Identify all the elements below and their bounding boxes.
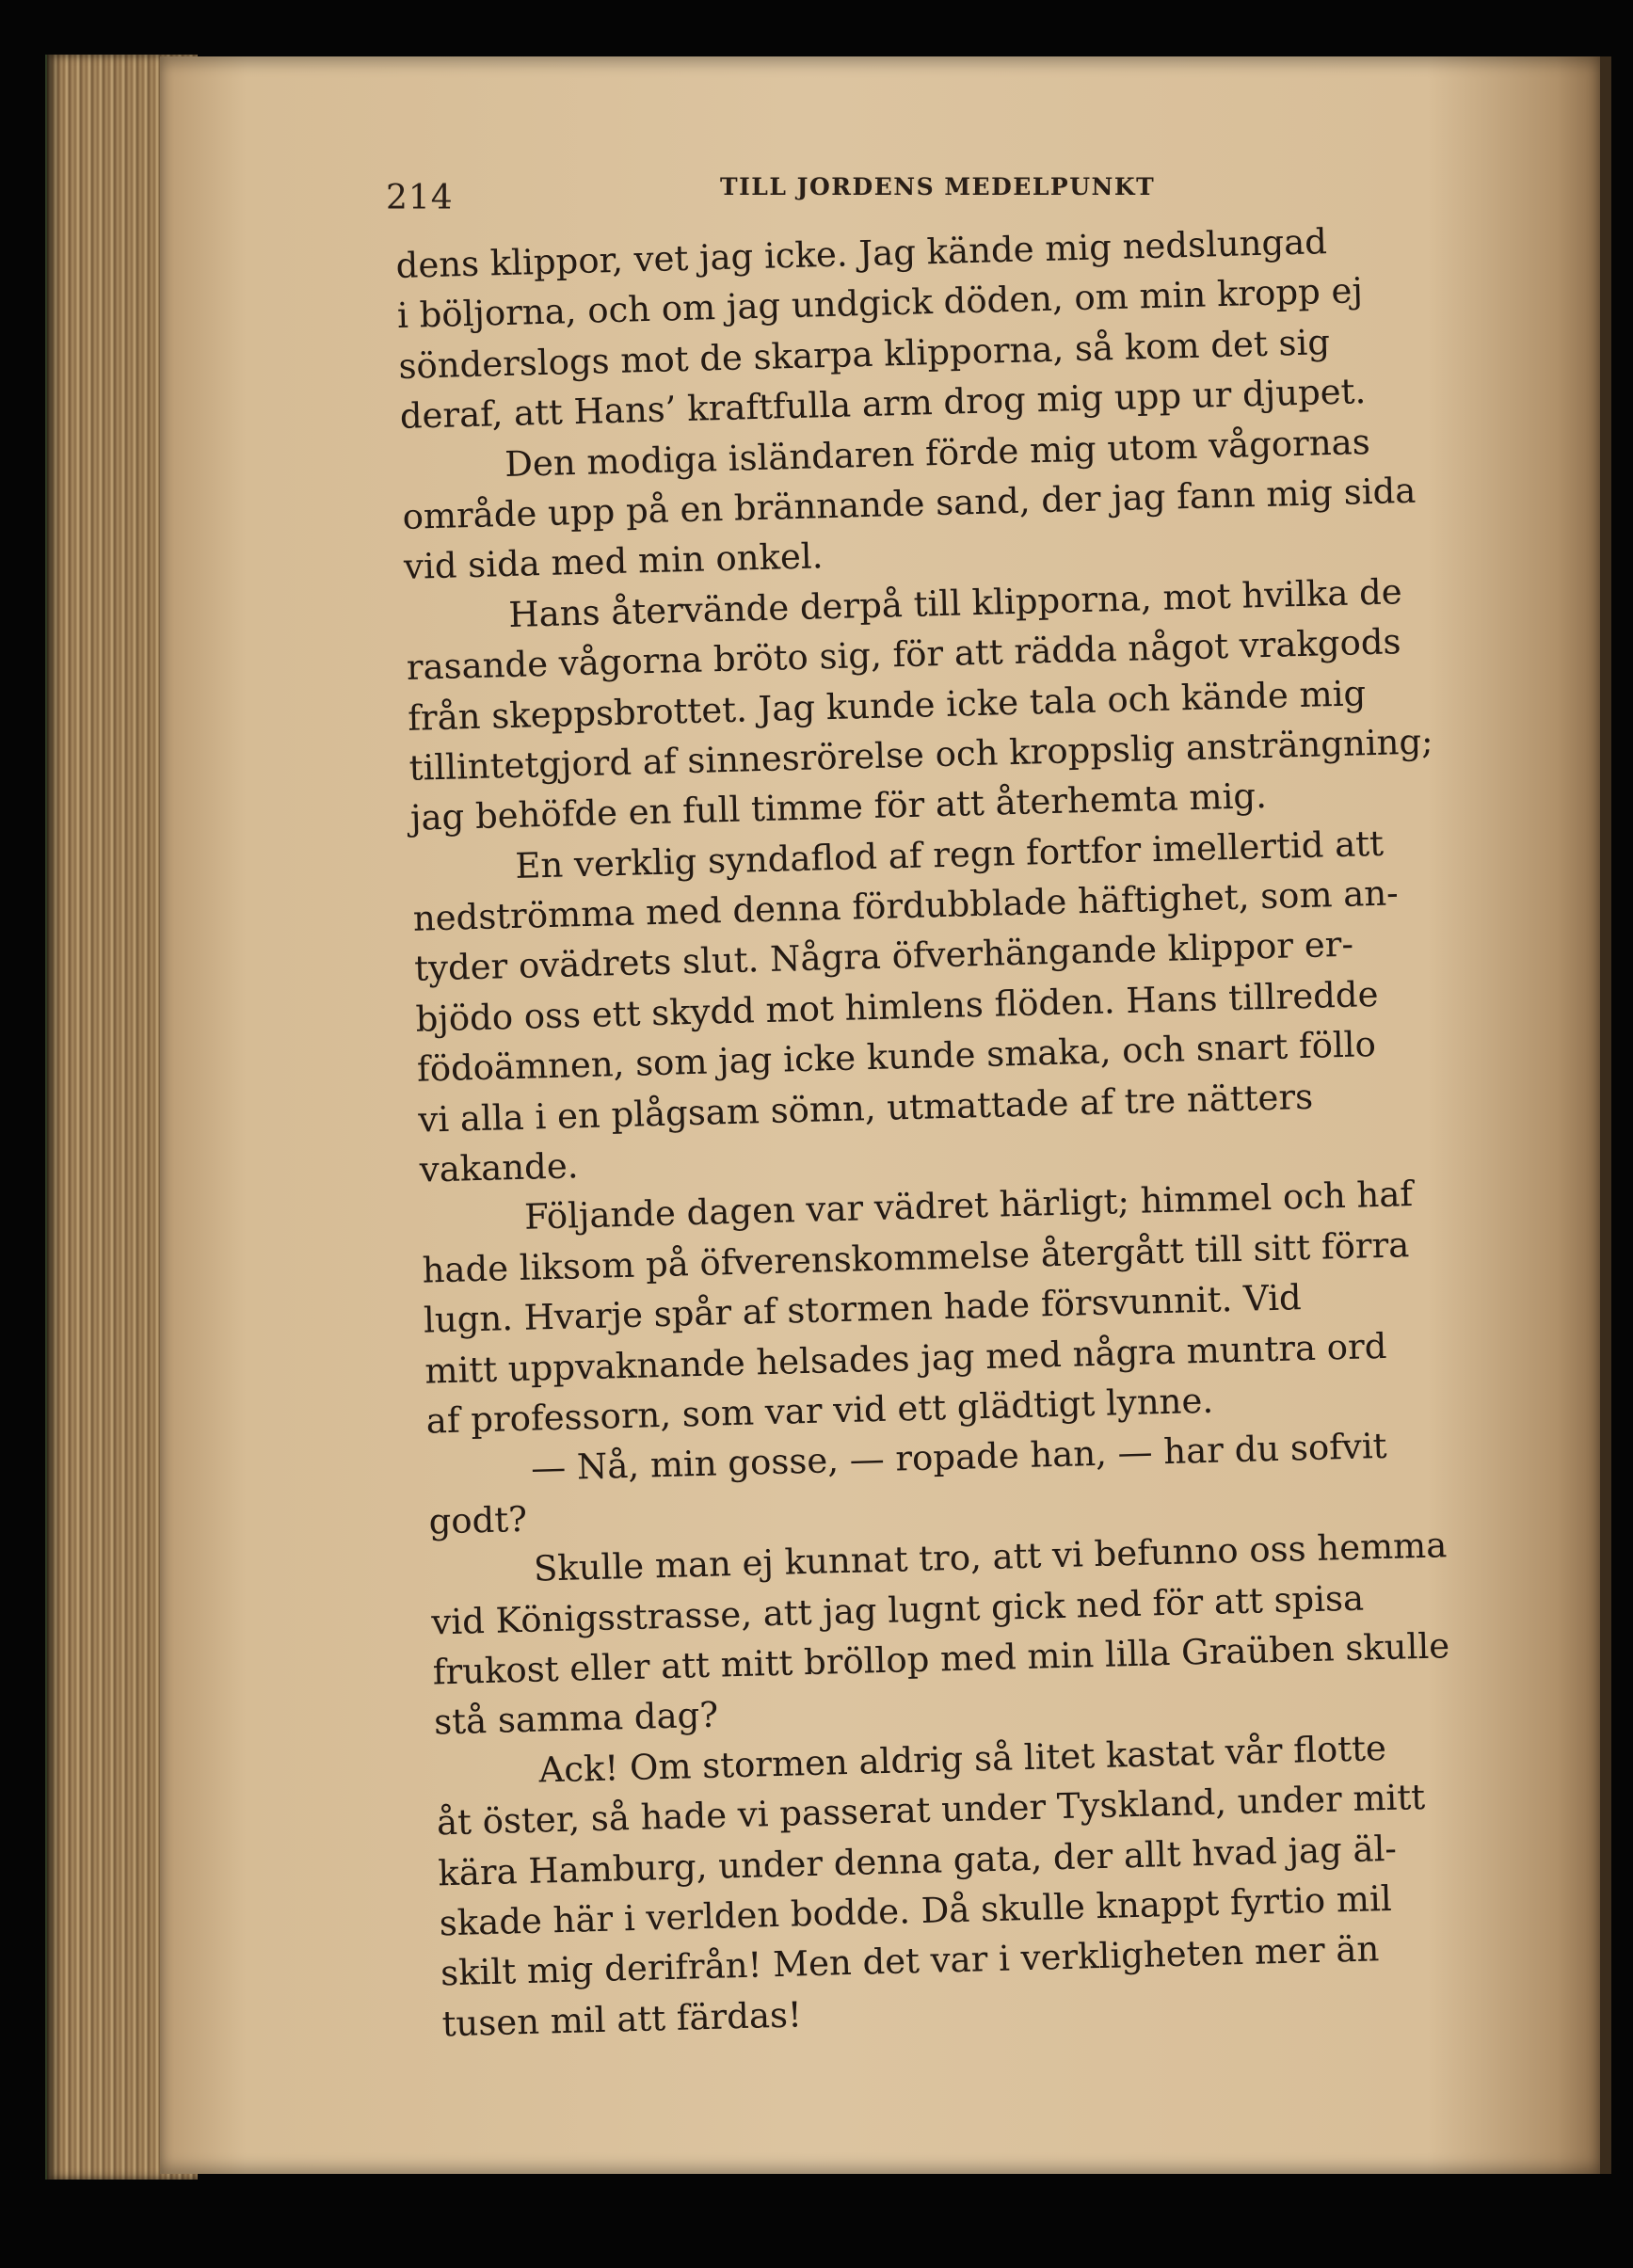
text-line: skilt mig derifrån! Men det var i verkligheten mer än (440, 1928, 1380, 1994)
running-head: TILL JORDENS MEDELPUNKT (720, 173, 1156, 200)
text-line: nedströmma med denna fördubblade häftighet, som an- (412, 872, 1400, 939)
text-line: af professorn, som var vid ett glädtigt lynne. (425, 1380, 1214, 1442)
text-line: från skeppsbrottet. Jag kunde icke tala och kände mig (407, 672, 1367, 739)
text-line: lugn. Hvarje spår af stormen hade försvunnit. Vid (423, 1277, 1303, 1341)
text-line: i böljorna, och om jag undgick döden, om min kropp ej (396, 270, 1364, 337)
text-line: sönderslogs mot de skarpa klipporna, så kom det sig (397, 321, 1331, 387)
text-line: frukost eller att mitt bröllop med min lilla Graüben skulle (432, 1625, 1450, 1693)
text-line: skade här i verlden bodde. Då skulle knappt fyrtio mil (439, 1877, 1393, 1944)
text-line: mitt uppvaknande helsades jag med några muntra ord (424, 1325, 1387, 1392)
text-line: kära Hamburg, under denna gata, der allt hvad jag äl- (437, 1828, 1398, 1893)
text-line: — Nå, min gosse, — ropade han, — har du sofvit (530, 1426, 1388, 1490)
page-right-shadow (1600, 56, 1611, 2174)
text-line: tyder ovädrets slut. Några öfverhängande klippor er- (413, 924, 1354, 990)
text-line: vi alla i en plågsam sömn, utmattade af tre nätters (417, 1076, 1314, 1141)
text-line: godt? (428, 1498, 528, 1542)
text-line: hade liksom på öfverenskommelse återgått till sitt förra (422, 1223, 1410, 1291)
text-line: rasande vågorna bröto sig, för att rädda något vrakgods (406, 621, 1401, 688)
page-number: 214 (386, 179, 454, 217)
text-line: tillintetgjord af sinnesrörelse och kroppslig ansträngning; (408, 721, 1434, 789)
text-line: vid Königsstrasse, att jag lugnt gick ned för att spisa (430, 1577, 1365, 1643)
text-line: åt öster, så hade vi passerat under Tyskland, under mitt (436, 1777, 1426, 1844)
text-line: bjödo oss ett skydd mot himlens flöden. Hans tillredde (415, 973, 1379, 1040)
text-line: Följande dagen var vädret härligt; himmel och haf (523, 1174, 1414, 1238)
text-line: En verklig syndaflod af regn fortfor imellertid att (514, 823, 1385, 886)
text-line: födoämnen, som jag icke kunde smaka, och snart föllo (416, 1024, 1377, 1090)
text-line: deraf, att Hans’ kraftfulla arm drog mig upp ur djupet. (399, 371, 1367, 438)
page-header (386, 169, 1177, 226)
text-line: vakande. (419, 1145, 579, 1190)
text-line: stå samma dag? (433, 1694, 719, 1743)
text-line: Skulle man ej kunnat tro, att vi befunno oss hemma (533, 1525, 1448, 1589)
text-line: vid sida med min onkel. (403, 535, 824, 588)
text-line: Den modiga isländaren förde mig utom vågornas (504, 421, 1371, 485)
body-text (395, 213, 1539, 2050)
text-line: område upp på en brännande sand, der jag fann mig sida (402, 470, 1417, 537)
text-line: Ack! Om stormen aldrig så litet kastat vår flotte (538, 1727, 1387, 1791)
text-line: dens klippor, vet jag icke. Jag kände mig nedslungad (395, 221, 1328, 286)
text-line: Hans återvände derpå till klipporna, mot hvilka de (507, 570, 1403, 635)
text-line: tusen mil att färdas! (441, 1994, 803, 2045)
text-line: jag behöfde en full timme för att återhemta mig. (409, 775, 1268, 839)
